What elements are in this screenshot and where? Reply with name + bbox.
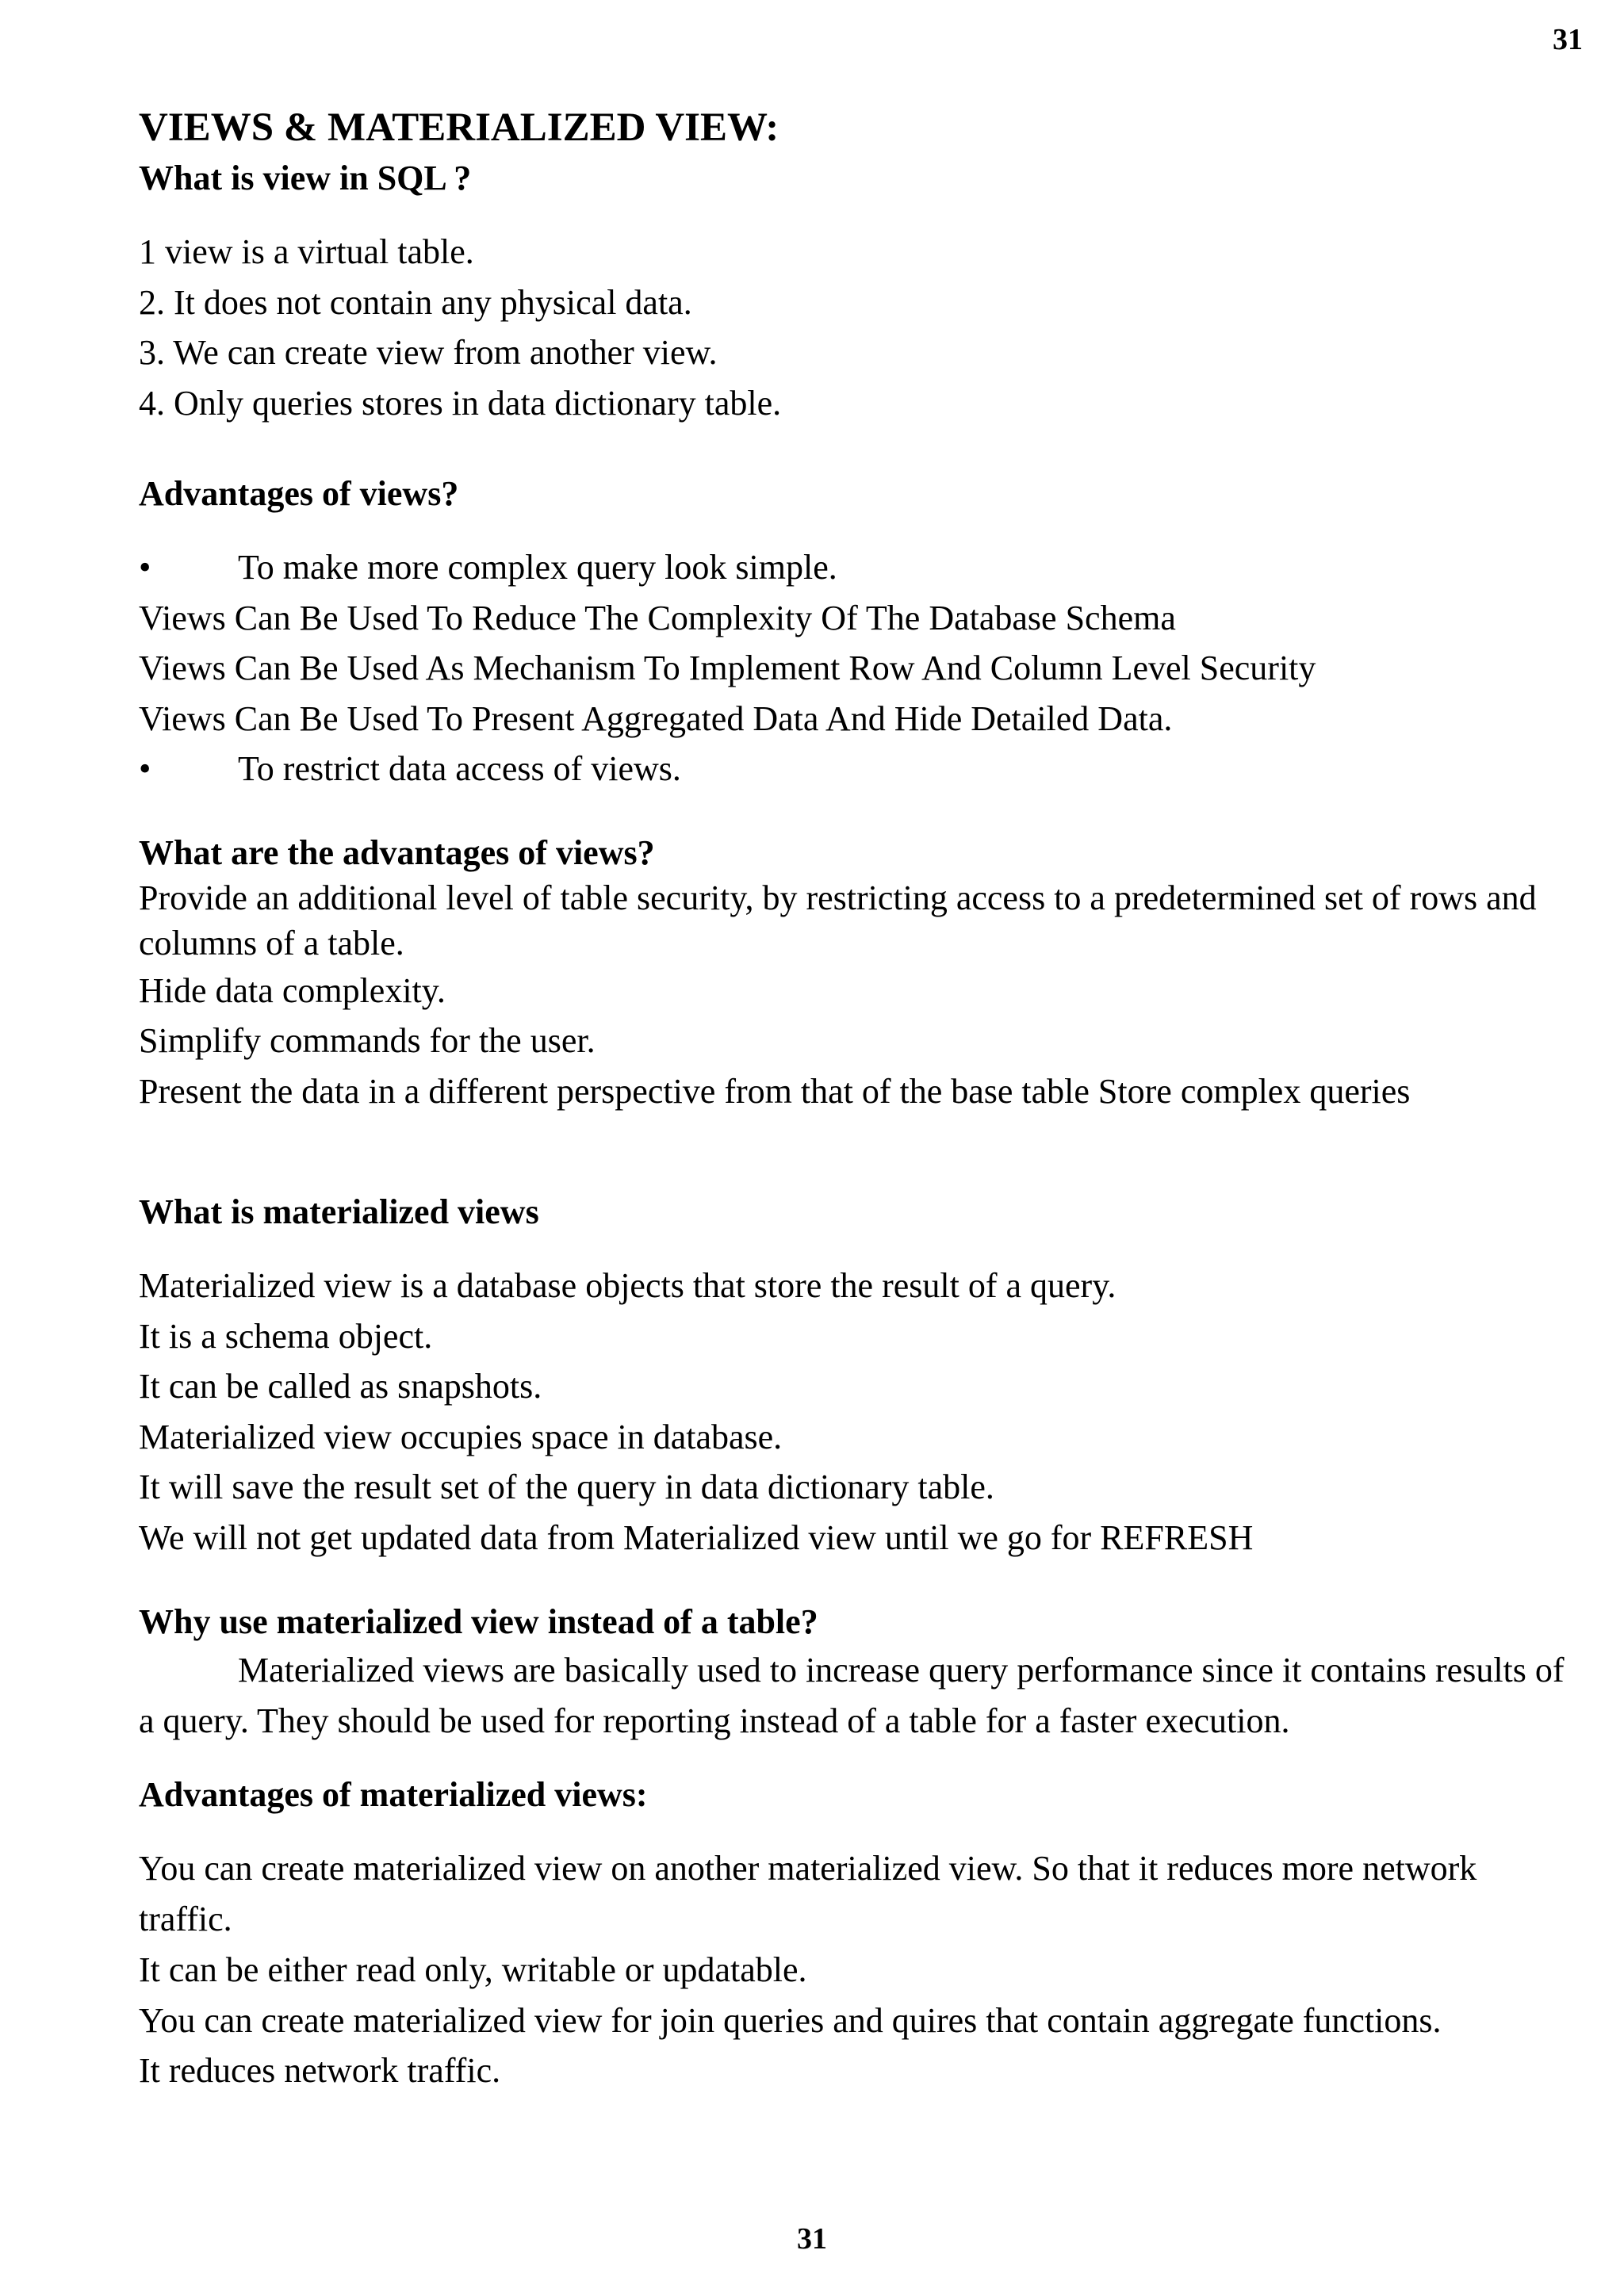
section-heading: What is view in SQL ? bbox=[139, 159, 472, 197]
bullet-text: To restrict data access of views. bbox=[238, 749, 681, 788]
text-line: Views Can Be Used To Present Aggregated Data And Hide Detailed Data. bbox=[139, 698, 1173, 738]
list-item: 1 view is a virtual table. bbox=[139, 232, 474, 271]
text-line: Hide data complexity. bbox=[139, 970, 446, 1010]
text-line: Present the data in a different perspective from that of the base table Store complex queries bbox=[139, 1071, 1411, 1111]
paragraph: Materialized views are basically used to increase query performance since it contains results of a query. They should be used for reporting instead of a table for a faster execution. bbox=[139, 1651, 1565, 1740]
text-line: We will not get updated data from Materialized view until we go for REFRESH bbox=[139, 1517, 1254, 1557]
page-content bbox=[139, 101, 1582, 2096]
text-line: Views Can Be Used To Reduce The Complexity Of The Database Schema bbox=[139, 598, 1176, 637]
section-heading: Why use materialized view instead of a table? bbox=[139, 1602, 818, 1641]
text-line: It can be called as snapshots. bbox=[139, 1367, 542, 1406]
section-heading: Advantages of materialized views: bbox=[139, 1775, 648, 1814]
text-line: It is a schema object. bbox=[139, 1316, 433, 1356]
text-line: Materialized view occupies space in database. bbox=[139, 1417, 783, 1456]
paragraph: You can create materialized view on another materialized view. So that it reduces more network traffic. bbox=[139, 1849, 1477, 1938]
list-item: 4. Only queries stores in data dictionary table. bbox=[139, 383, 782, 423]
text-line: It can be either read only, writable or updatable. bbox=[139, 1950, 807, 1989]
page-number-top: 31 bbox=[1553, 23, 1583, 56]
section-advantages-of-materialized-views bbox=[139, 1770, 1582, 2096]
section-heading: Advantages of views? bbox=[139, 474, 459, 513]
text-line: It will save the result set of the query in data dictionary table. bbox=[139, 1468, 994, 1506]
text-line: It reduces network traffic. bbox=[139, 2051, 501, 2090]
section-heading: What is materialized views bbox=[139, 1192, 539, 1231]
bullet-item bbox=[139, 542, 1582, 593]
section-advantages-of-views bbox=[139, 469, 1582, 794]
bullet-item bbox=[139, 744, 1582, 794]
section-heading: What are the advantages of views? bbox=[139, 832, 655, 872]
page-title: VIEWS & MATERIALIZED VIEW: bbox=[139, 105, 779, 150]
text-line: You can create materialized view for join queries and quires that contain aggregate functions. bbox=[139, 2000, 1442, 2040]
list-item: 2. It does not contain any physical data. bbox=[139, 282, 692, 322]
section-what-is-view bbox=[139, 154, 1582, 428]
section-what-are-advantages bbox=[139, 831, 1582, 1117]
bullet-icon: • bbox=[139, 749, 151, 788]
paragraph: Provide an additional level of table security, by restricting access to a predetermined set of rows and columns of a table. bbox=[139, 878, 1537, 962]
text-line: Materialized view is a database objects that store the result of a query. bbox=[139, 1266, 1116, 1305]
text-line: Views Can Be Used As Mechanism To Implement Row And Column Level Security bbox=[139, 649, 1316, 687]
list-item: 3. We can create view from another view. bbox=[139, 333, 718, 372]
section-why-use-materialized-view bbox=[139, 1599, 1582, 1747]
bullet-icon: • bbox=[139, 548, 151, 587]
text-line: Simplify commands for the user. bbox=[139, 1021, 596, 1060]
section-what-is-materialized-views bbox=[139, 1188, 1582, 1563]
page-number-bottom: 31 bbox=[797, 2222, 827, 2256]
bullet-text: To make more complex query look simple. bbox=[238, 548, 837, 587]
